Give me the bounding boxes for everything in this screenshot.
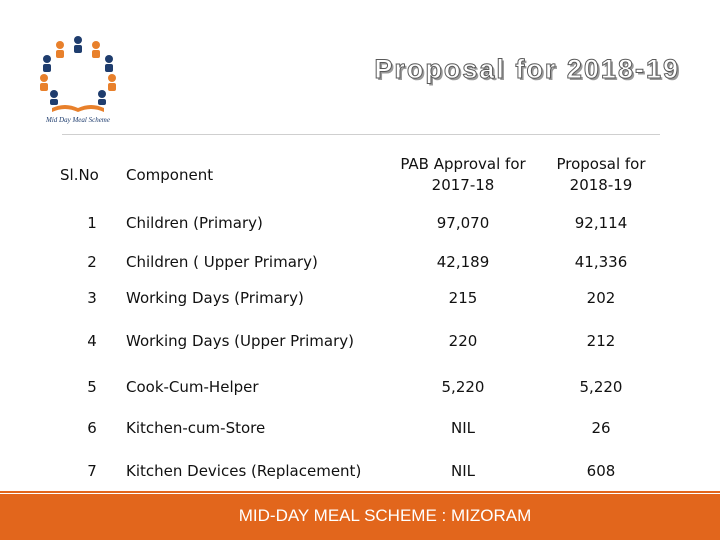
slide-title: Proposal for 2018-19 (374, 54, 680, 84)
cell-component: Working Days (Upper Primary) (126, 332, 355, 350)
cell-sl-no: 3 (87, 289, 97, 307)
cell-proposal: 92,114 (574, 214, 628, 232)
cell-proposal: 202 (586, 289, 616, 307)
cell-proposal: 608 (586, 462, 616, 480)
cell-sl-no: 1 (87, 214, 97, 232)
cell-component: Cook-Cum-Helper (126, 378, 259, 396)
header-prop-line1: Proposal for (556, 155, 646, 173)
cell-proposal: 5,220 (579, 378, 623, 396)
footer-text: MID-DAY MEAL SCHEME : MIZORAM (238, 506, 532, 525)
header-pab-line2: 2017-18 (431, 176, 495, 194)
cell-proposal: 212 (586, 332, 616, 350)
cell-pab: NIL (450, 418, 475, 437)
table-row (60, 283, 664, 313)
title-divider (62, 134, 660, 135)
logo-caption: Mid Day Meal Scheme (46, 116, 110, 124)
header-pab-line1: PAB Approval for (400, 155, 526, 173)
cell-component: Working Days (Primary) (126, 289, 304, 307)
cell-component: Kitchen-cum-Store (126, 418, 266, 437)
cell-pab: 215 (448, 289, 478, 307)
footer-accent-line (0, 491, 720, 493)
logo-graphic (30, 30, 126, 126)
table-row (60, 450, 664, 492)
table-row (60, 313, 664, 369)
table-header-row (60, 144, 664, 206)
table-row (60, 405, 664, 450)
cell-pab: 220 (448, 332, 478, 350)
people-ring-icon (40, 36, 116, 105)
book-icon (52, 105, 104, 112)
table-row (60, 206, 664, 240)
header-pab-approval (388, 144, 538, 206)
cell-component: Children ( Upper Primary) (126, 252, 318, 271)
header-proposal (538, 144, 664, 206)
cell-pab: 97,070 (436, 214, 490, 232)
table-row (60, 369, 664, 405)
cell-sl-no: 2 (87, 252, 97, 271)
cell-pab: NIL (450, 462, 475, 480)
header-sl-no: Sl.No (60, 166, 99, 184)
cell-sl-no: 4 (87, 332, 97, 350)
cell-pab: 5,220 (441, 378, 485, 396)
header-prop-line2: 2018-19 (569, 176, 633, 194)
table-row (60, 240, 664, 283)
cell-sl-no: 7 (87, 462, 97, 480)
cell-pab: 42,189 (436, 252, 490, 271)
cell-component: Kitchen Devices (Replacement) (126, 462, 362, 480)
cell-component: Children (Primary) (126, 214, 263, 232)
mid-day-meal-logo (30, 30, 126, 126)
header-component: Component (126, 166, 214, 184)
cell-proposal: 41,336 (574, 252, 628, 271)
cell-sl-no: 6 (87, 418, 97, 437)
cell-proposal: 26 (591, 418, 611, 437)
cell-sl-no: 5 (87, 378, 97, 396)
proposal-table (60, 144, 664, 492)
